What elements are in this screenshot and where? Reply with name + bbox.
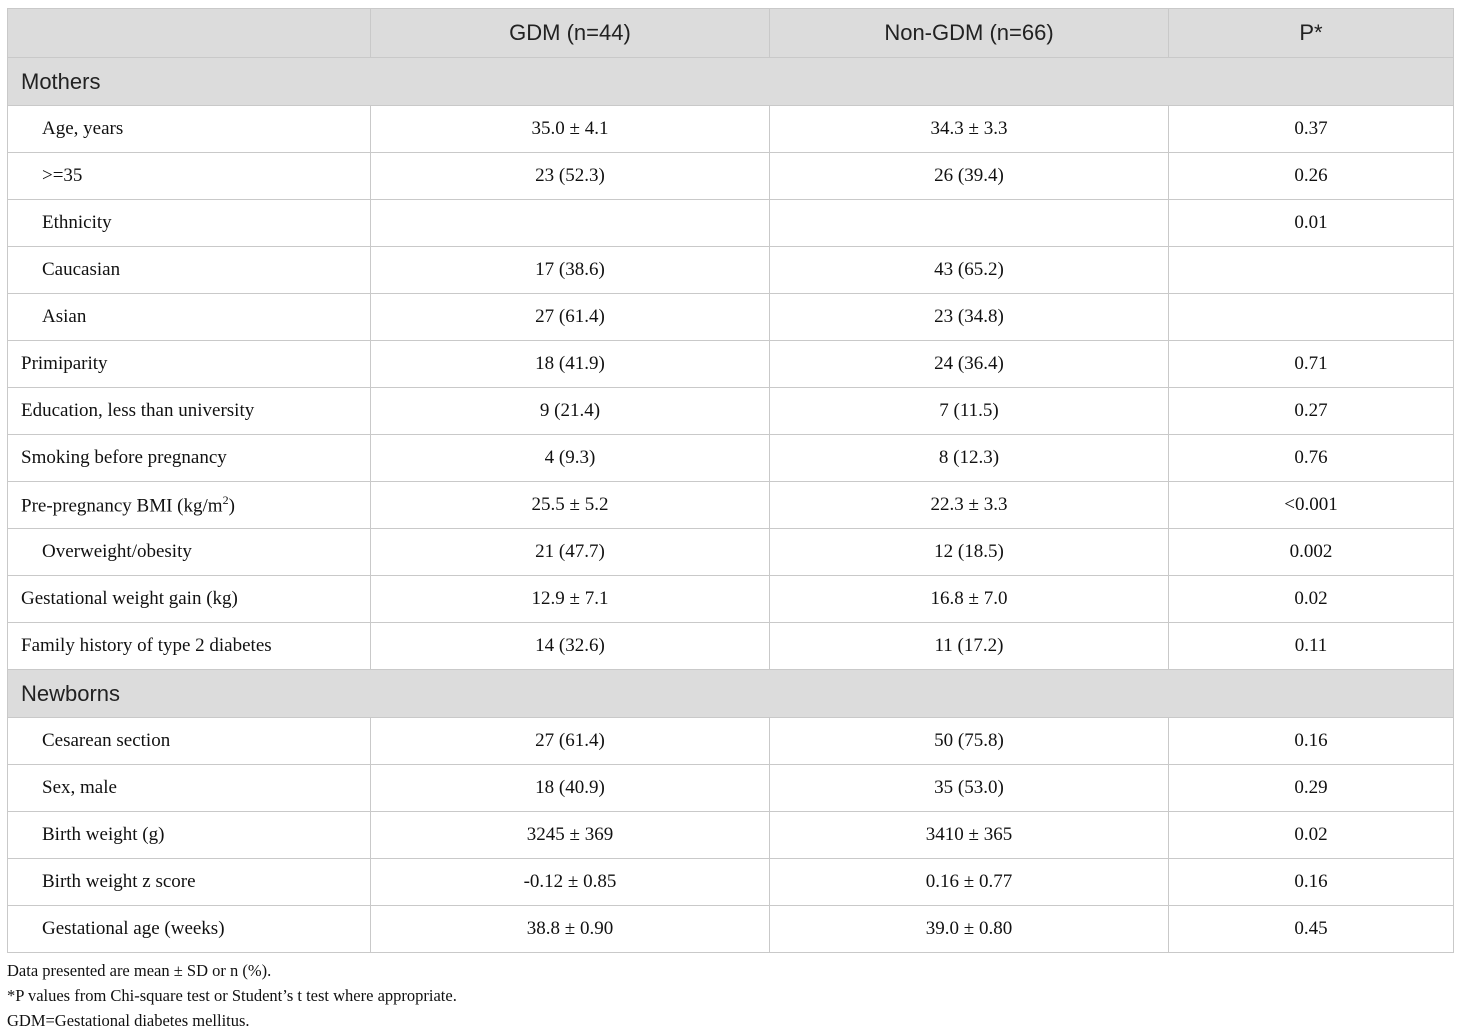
row-label-text: Birth weight z score [42,871,196,892]
cell-gdm: 25.5 ± 5.2 [371,482,770,529]
table-row [8,623,1454,670]
table-row [8,247,1454,294]
cell-p-value: 0.02 [1169,576,1454,623]
cell-gdm: 35.0 ± 4.1 [371,106,770,153]
cell-gdm: 12.9 ± 7.1 [371,576,770,623]
cell-non-gdm: 11 (17.2) [770,623,1169,670]
row-label-superscript: 2 [222,492,229,507]
row-label-text: Education, less than university [21,400,255,421]
cell-gdm: 38.8 ± 0.90 [371,906,770,953]
cell-p-value: 0.11 [1169,623,1454,670]
cell-non-gdm: 26 (39.4) [770,153,1169,200]
row-label-text: Sex, male [42,777,117,798]
cell-p-value: <0.001 [1169,482,1454,529]
table-row [8,576,1454,623]
cell-non-gdm: 24 (36.4) [770,341,1169,388]
cell-non-gdm: 12 (18.5) [770,529,1169,576]
header-row [8,9,1454,58]
row-label [8,482,371,529]
cell-non-gdm: 34.3 ± 3.3 [770,106,1169,153]
cell-gdm: 18 (40.9) [371,765,770,812]
cell-non-gdm: 23 (34.8) [770,294,1169,341]
table-row [8,435,1454,482]
table-row [8,812,1454,859]
cell-non-gdm [770,200,1169,247]
cell-gdm: 9 (21.4) [371,388,770,435]
cell-gdm: 17 (38.6) [371,247,770,294]
cell-p-value: 0.16 [1169,859,1454,906]
row-label-text: Primiparity [21,353,108,374]
header-non-gdm: Non-GDM (n=66) [770,9,1169,58]
cell-p-value: 0.002 [1169,529,1454,576]
cell-p-value: 0.16 [1169,718,1454,765]
row-label-text: Caucasian [42,259,121,280]
row-label-suffix: ) [228,495,235,517]
cell-p-value: 0.27 [1169,388,1454,435]
row-label [8,435,371,482]
table-row [8,765,1454,812]
table-row [8,906,1454,953]
row-label-text: Pre-pregnancy BMI (kg/m [21,495,223,517]
row-label [8,765,371,812]
cell-p-value: 0.02 [1169,812,1454,859]
cell-p-value [1169,294,1454,341]
cell-non-gdm: 16.8 ± 7.0 [770,576,1169,623]
cell-gdm: 18 (41.9) [371,341,770,388]
header-gdm: GDM (n=44) [371,9,770,58]
footnote: *P values from Chi-square test or Student’s t test where appropriate. [7,986,457,1005]
footnote: Data presented are mean ± SD or n (%). [7,961,272,980]
characteristics-table [7,8,1454,953]
table-row [8,529,1454,576]
row-label-text: Gestational age (weeks) [42,918,225,939]
row-label-text: Birth weight (g) [42,824,165,845]
cell-gdm [371,200,770,247]
footnotes [7,958,1453,1033]
cell-gdm: 27 (61.4) [371,718,770,765]
table-row [8,859,1454,906]
cell-non-gdm: 22.3 ± 3.3 [770,482,1169,529]
table-row [8,200,1454,247]
row-label-text: Cesarean section [42,730,171,751]
cell-non-gdm: 3410 ± 365 [770,812,1169,859]
table-row [8,341,1454,388]
row-label [8,812,371,859]
section-title: Mothers [8,58,1454,106]
header-p: P* [1169,9,1454,58]
row-label [8,247,371,294]
cell-p-value: 0.37 [1169,106,1454,153]
cell-gdm: 27 (61.4) [371,294,770,341]
cell-gdm: 3245 ± 369 [371,812,770,859]
footnote: GDM=Gestational diabetes mellitus. [7,1011,250,1030]
table-row [8,718,1454,765]
row-label [8,200,371,247]
cell-p-value: 0.26 [1169,153,1454,200]
cell-non-gdm: 0.16 ± 0.77 [770,859,1169,906]
table-row [8,482,1454,529]
cell-gdm: 23 (52.3) [371,153,770,200]
cell-p-value: 0.76 [1169,435,1454,482]
row-label [8,859,371,906]
table-row [8,153,1454,200]
cell-gdm: 4 (9.3) [371,435,770,482]
row-label [8,718,371,765]
cell-p-value [1169,247,1454,294]
table-body [8,58,1454,953]
table-row [8,106,1454,153]
table-row [8,388,1454,435]
cell-non-gdm: 7 (11.5) [770,388,1169,435]
row-label [8,341,371,388]
row-label [8,576,371,623]
row-label [8,294,371,341]
row-label [8,623,371,670]
row-label-text: Asian [42,306,87,327]
cell-non-gdm: 35 (53.0) [770,765,1169,812]
row-label-text: Overweight/obesity [42,541,192,562]
row-label-text: >=35 [42,165,83,186]
table-document [7,8,1453,1033]
cell-gdm: -0.12 ± 0.85 [371,859,770,906]
row-label-text: Smoking before pregnancy [21,447,227,468]
row-label [8,529,371,576]
cell-non-gdm: 50 (75.8) [770,718,1169,765]
table-row [8,294,1454,341]
row-label-text: Gestational weight gain (kg) [21,588,238,609]
cell-non-gdm: 43 (65.2) [770,247,1169,294]
cell-p-value: 0.29 [1169,765,1454,812]
cell-gdm: 14 (32.6) [371,623,770,670]
section-row [8,670,1454,718]
row-label-text: Family history of type 2 diabetes [21,635,272,656]
row-label [8,906,371,953]
row-label [8,153,371,200]
cell-non-gdm: 39.0 ± 0.80 [770,906,1169,953]
cell-p-value: 0.71 [1169,341,1454,388]
row-label-text: Ethnicity [42,212,112,233]
cell-non-gdm: 8 (12.3) [770,435,1169,482]
row-label [8,388,371,435]
header-label [8,9,371,58]
cell-p-value: 0.01 [1169,200,1454,247]
row-label [8,106,371,153]
section-title: Newborns [8,670,1454,718]
row-label-text: Age, years [42,118,124,139]
cell-p-value: 0.45 [1169,906,1454,953]
section-row [8,58,1454,106]
cell-gdm: 21 (47.7) [371,529,770,576]
